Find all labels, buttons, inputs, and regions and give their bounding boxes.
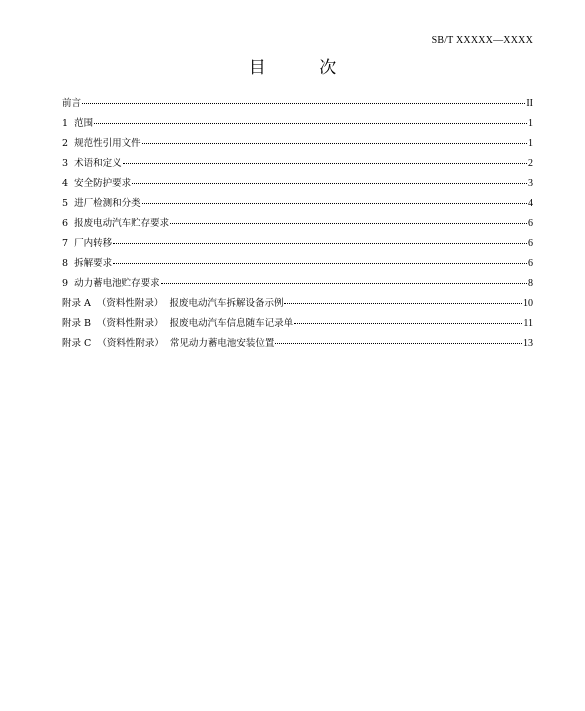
toc-leader-dots bbox=[132, 183, 527, 184]
toc-entry-page: 3 bbox=[528, 178, 533, 189]
toc-entry-terms-definitions[interactable] bbox=[62, 155, 533, 175]
toc-entry-page: 6 bbox=[528, 218, 533, 229]
toc-entry-label: 2 规范性引用文件 bbox=[62, 138, 141, 149]
toc-list bbox=[62, 95, 533, 355]
toc-entry-safety-protection[interactable] bbox=[62, 175, 533, 195]
toc-entry-page: 10 bbox=[523, 298, 533, 309]
toc-entry-internal-transfer[interactable] bbox=[62, 235, 533, 255]
toc-entry-appendix-b[interactable] bbox=[62, 315, 533, 335]
toc-entry-page: 6 bbox=[528, 238, 533, 249]
toc-leader-dots bbox=[142, 203, 527, 204]
toc-entry-label: 前言 bbox=[62, 98, 82, 109]
toc-entry-label: 8 拆解要求 bbox=[62, 258, 113, 269]
toc-leader-dots bbox=[161, 283, 527, 284]
toc-entry-page: 8 bbox=[528, 278, 533, 289]
toc-entry-appendix-c[interactable] bbox=[62, 335, 533, 355]
toc-leader-dots bbox=[294, 323, 522, 324]
toc-leader-dots bbox=[123, 163, 527, 164]
doc-code: SB/T XXXXX—XXXX bbox=[431, 35, 533, 46]
toc-leader-dots bbox=[275, 343, 522, 344]
toc-entry-dismantling[interactable] bbox=[62, 255, 533, 275]
toc-entry-appendix-a[interactable] bbox=[62, 295, 533, 315]
toc-entry-label: 6 报废电动汽车贮存要求 bbox=[62, 218, 170, 229]
toc-entry-battery-storage[interactable] bbox=[62, 275, 533, 295]
toc-entry-label: 1 范围 bbox=[62, 118, 94, 129]
toc-entry-page: 4 bbox=[528, 198, 533, 209]
toc-entry-normative-references[interactable] bbox=[62, 135, 533, 155]
toc-title: 目 次 bbox=[248, 58, 361, 78]
toc-entry-page: 1 bbox=[528, 118, 533, 129]
toc-entry-foreword[interactable] bbox=[62, 95, 533, 115]
toc-entry-label: 4 安全防护要求 bbox=[62, 178, 132, 189]
toc-entry-label: 附录 C （资料性附录） 常见动力蓄电池安装位置 bbox=[62, 338, 275, 349]
toc-entry-label: 7 厂内转移 bbox=[62, 238, 113, 249]
toc-entry-vehicle-storage[interactable] bbox=[62, 215, 533, 235]
toc-entry-label: 附录 A （资料性附录） 报废电动汽车拆解设备示例 bbox=[62, 298, 284, 309]
toc-entry-scope[interactable] bbox=[62, 115, 533, 135]
toc-entry-label: 5 进厂检测和分类 bbox=[62, 198, 141, 209]
toc-entry-page: 6 bbox=[528, 258, 533, 269]
toc-leader-dots bbox=[82, 103, 525, 104]
toc-entry-inspection-classification[interactable] bbox=[62, 195, 533, 215]
toc-leader-dots bbox=[142, 143, 527, 144]
toc-leader-dots bbox=[94, 123, 527, 124]
toc-leader-dots bbox=[113, 263, 527, 264]
toc-entry-page: 11 bbox=[523, 318, 533, 329]
toc-leader-dots bbox=[170, 223, 527, 224]
toc-entry-page: II bbox=[526, 98, 533, 109]
toc-entry-label: 9 动力蓄电池贮存要求 bbox=[62, 278, 160, 289]
toc-entry-page: 2 bbox=[528, 158, 533, 169]
toc-leader-dots bbox=[284, 303, 522, 304]
toc-entry-label: 附录 B （资料性附录） 报废电动汽车信息随车记录单 bbox=[62, 318, 294, 329]
toc-entry-page: 1 bbox=[528, 138, 533, 149]
toc-leader-dots bbox=[113, 243, 527, 244]
toc-entry-page: 13 bbox=[523, 338, 533, 349]
toc-entry-label: 3 术语和定义 bbox=[62, 158, 122, 169]
